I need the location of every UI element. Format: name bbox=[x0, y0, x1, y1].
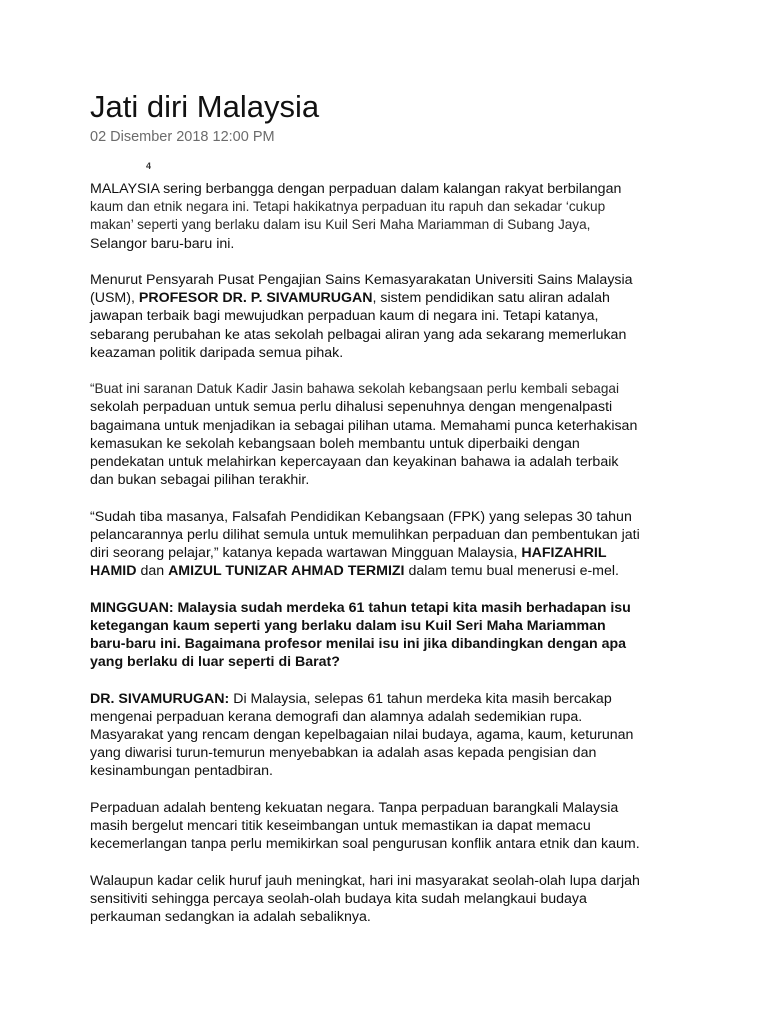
text-line: makan’ seperti yang berlaku dalam isu Kuil Seri Maha Mariamman di Subang Jaya, bbox=[90, 217, 591, 233]
text-line: Perpaduan adalah benteng kekuatan negara. Tanpa perpaduan barangkali Malaysia bbox=[90, 799, 619, 816]
text-line: kecemerlangan tanpa perlu memikirkan soal pengurusan konflik antara etnik dan kaum. bbox=[90, 836, 640, 853]
name-highlight: PROFESOR DR. P. SIVAMURUGAN bbox=[138, 290, 373, 307]
text-line: MALAYSIA sering berbangga dengan perpaduan dalam kalangan rakyat berbilangan bbox=[90, 181, 622, 197]
interview-answer bbox=[90, 690, 690, 781]
text-line: pelancarannya perlu dilihat semula untuk memulihkan perpaduan dan pembentukan jati bbox=[90, 526, 640, 543]
text-line: Menurut Pensyarah Pusat Pengajian Sains Kemasyarakatan Universiti Sains Malaysia bbox=[90, 272, 633, 288]
speaker-label: DR. SIVAMURUGAN: bbox=[90, 690, 230, 707]
text-line: pendekatan untuk melahirkan kepercayaan dan keyakinan bahawa ia adalah terbaik bbox=[90, 454, 619, 471]
text-fragment: dalam temu bual menerusi e-mel. bbox=[404, 563, 619, 580]
text-line: Walaupun kadar celik huruf jauh meningkat, hari ini masyarakat seolah-olah lupa darjah bbox=[90, 872, 640, 889]
text-fragment: Di Malaysia, selepas 61 tahun merdeka kita masih bercakap bbox=[229, 690, 612, 707]
text-line: dan bukan sebagai pilihan terakhir. bbox=[90, 472, 310, 489]
text-line: ketegangan kaum seperti yang berlaku dalam isu Kuil Seri Maha Mariamman bbox=[90, 617, 606, 634]
text-fragment: dan bbox=[136, 563, 169, 580]
text-line: kaum dan etnik negara ini. Tetapi hakikatnya perpaduan itu rapuh dan sekadar ‘cukup bbox=[90, 199, 606, 215]
paragraph-quote-kadir bbox=[90, 380, 690, 489]
name-highlight: HAMID bbox=[90, 563, 137, 580]
paragraph-quote-fpk bbox=[90, 508, 690, 581]
text-line: “Buat ini saranan Datuk Kadir Jasin bahawa sekolah kebangsaan perlu kembali sebagai bbox=[90, 381, 619, 397]
text-line: Masyarakat yang rencam dengan kepelbagaian nilai budaya, agama, kaum, keturunan bbox=[90, 727, 634, 744]
text-line: yang diwarisi turun-temurun menyebabkan ia adalah asas kepada pengisian dan bbox=[90, 745, 597, 762]
text-line: keazaman politik daripada semua pihak. bbox=[90, 344, 344, 361]
text-line: kesinambungan pentadbiran. bbox=[90, 763, 273, 780]
text-line: yang berlaku di luar seperti di Barat? bbox=[90, 654, 340, 671]
paragraph-usm bbox=[90, 271, 690, 362]
text-line: masih bergelut mencari titik keseimbangan untuk memastikan ia dapat memacu bbox=[90, 818, 591, 835]
text-line: “Sudah tiba masanya, Falsafah Pendidikan Kebangsaan (FPK) yang selepas 30 tahun bbox=[90, 508, 632, 525]
comment-count-badge[interactable]: 4 bbox=[146, 161, 152, 171]
text-line: perkauman sedangkan ia adalah sebaliknya. bbox=[90, 909, 371, 926]
text-line: jawapan terbaik bagi mewujudkan perpaduan kaum di negara ini. Tetapi katanya, bbox=[90, 308, 599, 325]
text-line: sebarang perubahan ke atas sekolah pelbagai aliran yang ada sekarang memerlukan bbox=[90, 326, 627, 343]
text-line bbox=[90, 289, 690, 307]
text-line bbox=[90, 544, 690, 562]
text-line: sekolah perpaduan untuk semua perlu dihalusi sepenuhnya dengan mengenalpasti bbox=[90, 399, 613, 416]
text-line: sensitiviti sehingga percaya seolah-olah budaya kita sudah melangkaui budaya bbox=[90, 890, 587, 907]
text-fragment: , sistem pendidikan satu aliran adalah bbox=[372, 290, 610, 307]
paragraph-intro bbox=[90, 180, 690, 253]
name-highlight: HAFIZAHRIL bbox=[521, 545, 607, 562]
text-line bbox=[90, 690, 690, 708]
text-line: MINGGUAN: Malaysia sudah merdeka 61 tahun tetapi kita masih berhadapan isu bbox=[90, 599, 631, 616]
article-title: Jati diri Malaysia bbox=[90, 89, 320, 124]
text-line: mengenai perpaduan kerana demografi dan alamnya adalah sedemikian rupa. bbox=[90, 708, 583, 725]
text-fragment: diri seorang pelajar,” katanya kepada wartawan Mingguan Malaysia, bbox=[90, 545, 522, 562]
name-highlight: AMIZUL TUNIZAR AHMAD TERMIZI bbox=[168, 563, 405, 580]
article-date: 02 Disember 2018 12:00 PM bbox=[90, 129, 275, 145]
text-fragment: (USM), bbox=[90, 290, 139, 307]
text-line: kemasukan ke sekolah kebangsaan boleh membantu untuk diperbaiki dengan bbox=[90, 435, 580, 452]
text-line: Selangor baru-baru ini. bbox=[90, 235, 235, 252]
text-line: baru-baru ini. Bagaimana profesor menilai isu ini jika dibandingkan dengan apa bbox=[90, 636, 627, 653]
paragraph-celik-huruf bbox=[90, 872, 690, 927]
text-line: bagaimana untuk menjadikan ia sebagai pilihan utama. Memahami punca keterhakisan bbox=[90, 417, 638, 434]
paragraph-perpaduan bbox=[90, 799, 690, 854]
text-line bbox=[90, 562, 690, 580]
interview-question bbox=[90, 599, 690, 672]
article bbox=[90, 88, 690, 926]
